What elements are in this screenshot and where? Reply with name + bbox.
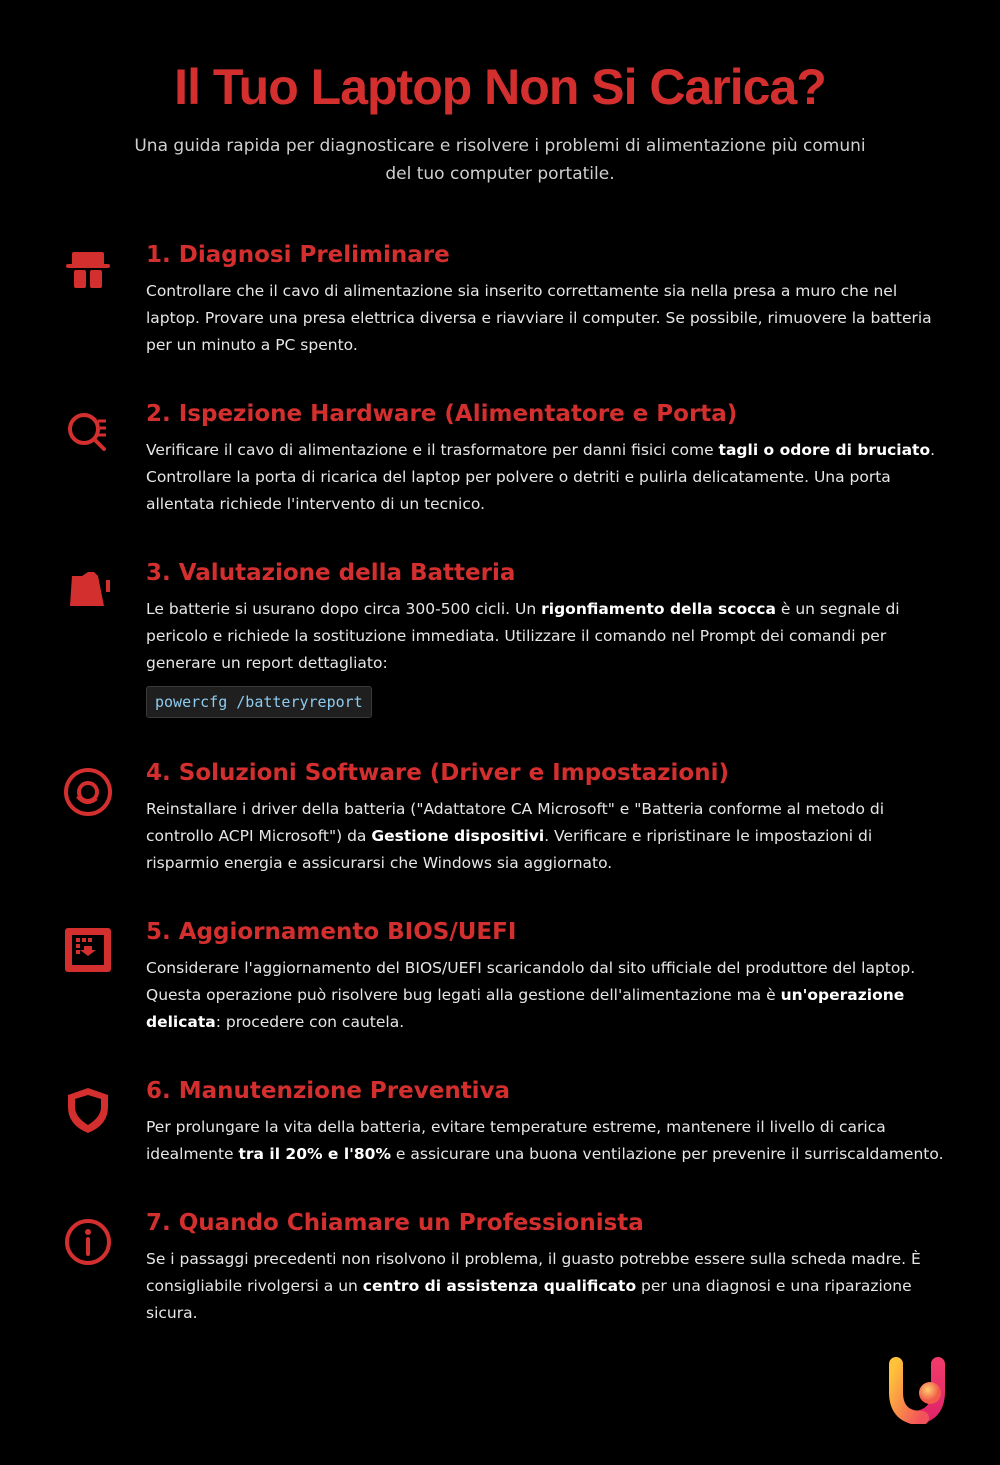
section-text <box>146 1114 945 1168</box>
section-text <box>146 437 945 518</box>
section-title: 2. Ispezione Hardware (Alimentatore e Porta) <box>146 401 738 427</box>
bios-update-icon <box>60 917 116 1036</box>
text-segment: Reinstallare i driver della batteria ("Adattatore CA Microsoft" e "Batteria conforme al metodo di controllo ACPI Microsoft") da <box>146 800 885 845</box>
section-3 <box>60 558 945 718</box>
sections-list <box>60 240 945 1367</box>
emphasis-text: Gestione dispositivi <box>371 827 545 845</box>
text-segment: Considerare l'aggiornamento del BIOS/UEFI scaricandolo dal sito ufficiale del produttore del laptop. Questa operazione può risolvere bug legati alla gestione dell'alimentazione ma è <box>146 959 916 1004</box>
power-plug-icon <box>60 240 116 359</box>
shield-icon <box>60 1076 116 1168</box>
text-segment: Per prolungare la vita della batteria, evitare temperature estreme, mantenere il livello di carica idealmente <box>146 1118 886 1163</box>
text-segment: per una diagnosi e una riparazione sicura. <box>146 1277 912 1322</box>
section-text <box>146 278 945 359</box>
text-segment: Le batterie si usurano dopo circa 300-500 cicli. Un <box>146 600 542 618</box>
section-4 <box>60 758 945 877</box>
text-segment: . Controllare la porta di ricarica del laptop per polvere o detriti e pulirla delicatamente. Una porta allentata richiede l'intervento di un tecnico. <box>146 441 936 513</box>
emphasis-text: centro di assistenza qualificato <box>362 1277 637 1295</box>
section-text <box>146 955 945 1036</box>
brand-logo-icon <box>884 1354 958 1424</box>
page-title: Il Tuo Laptop Non Si Carica? <box>174 59 826 115</box>
section-title: 1. Diagnosi Preliminare <box>146 242 450 268</box>
command-code-block: powercfg /batteryreport <box>146 686 372 718</box>
page-subtitle: Una guida rapida per diagnosticare e risolvere i problemi di alimentazione più comuni del tuo computer portatile. <box>134 136 866 184</box>
section-text <box>146 596 945 677</box>
section-6 <box>60 1076 945 1168</box>
magnifier-icon <box>60 399 116 518</box>
section-1 <box>60 240 945 359</box>
section-text <box>146 1246 945 1327</box>
section-title: 6. Manutenzione Preventiva <box>146 1078 511 1104</box>
text-segment: . Verificare e ripristinare le impostazioni di risparmio energia e assicurarsi che Windows sia aggiornato. <box>146 827 873 872</box>
section-title: 5. Aggiornamento BIOS/UEFI <box>146 919 517 945</box>
section-text <box>146 796 945 877</box>
info-icon <box>60 1208 116 1327</box>
text-segment: e assicurare una buona ventilazione per prevenire il surriscaldamento. <box>391 1145 944 1163</box>
section-title: 7. Quando Chiamare un Professionista <box>146 1210 644 1236</box>
emphasis-text: un'operazione delicata <box>146 986 905 1031</box>
section-title: 3. Valutazione della Batteria <box>146 560 516 586</box>
emphasis-text: tagli o odore di bruciato <box>718 441 931 459</box>
section-title: 4. Soluzioni Software (Driver e Impostazioni) <box>146 760 730 786</box>
software-icon <box>60 758 116 877</box>
section-7 <box>60 1208 945 1327</box>
emphasis-text: tra il 20% e l'80% <box>238 1145 391 1163</box>
text-segment: Controllare che il cavo di alimentazione sia inserito correttamente sia nella presa a muro che nel laptop. Provare una presa elettrica diversa e riavviare il computer. Se possibile, rimuovere la batteria per un minuto a PC spento. <box>146 282 932 354</box>
text-segment: : procedere con cautela. <box>215 1013 405 1031</box>
text-segment: Verificare il cavo di alimentazione e il trasformatore per danni fisici come <box>146 441 719 459</box>
battery-warning-icon <box>60 558 116 718</box>
emphasis-text: rigonfiamento della scocca <box>541 600 776 618</box>
section-2 <box>60 399 945 518</box>
text-segment: Se i passaggi precedenti non risolvono il problema, il guasto potrebbe essere sulla scheda madre. È consigliabile rivolgersi a un <box>146 1250 921 1295</box>
text-segment: è un segnale di pericolo e richiede la sostituzione immediata. Utilizzare il comando nel Prompt dei comandi per generare un report dettagliato: <box>146 600 900 672</box>
section-5 <box>60 917 945 1036</box>
